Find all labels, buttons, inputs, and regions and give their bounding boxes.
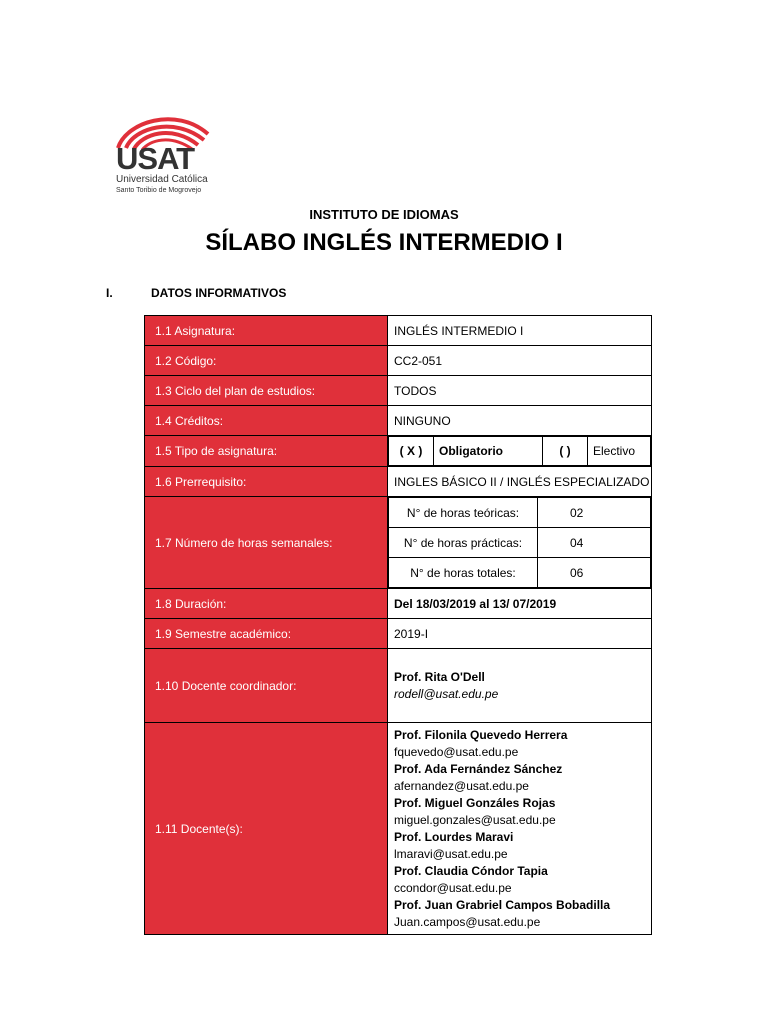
value-horas (388, 497, 652, 589)
value-creditos: NINGUNO (388, 406, 652, 436)
horas-practicas-label: N° de horas prácticas: (389, 528, 538, 558)
label-ciclo: 1.3 Ciclo del plan de estudios: (145, 376, 388, 406)
teacher-name: Prof. Filonila Quevedo Herrera (394, 727, 568, 742)
row-coordinador (145, 649, 652, 723)
value-semestre: 2019-I (388, 619, 652, 649)
horas-row (389, 498, 651, 528)
mark-obligatorio: ( X ) (389, 437, 434, 466)
value-ciclo: TODOS (388, 376, 652, 406)
value-prerrequisito: INGLES BÁSICO II / INGLÉS ESPECIALIZADO (388, 467, 652, 497)
teacher-name: Prof. Ada Fernández Sánchez (394, 761, 563, 776)
horas-table (388, 497, 651, 588)
teacher-email: afernandez@usat.edu.pe (394, 778, 529, 793)
teacher-email: miguel.gonzales@usat.edu.pe (394, 812, 556, 827)
value-tipo (388, 436, 652, 467)
coordinador-email: rodell@usat.edu.pe (394, 686, 499, 701)
row-docentes (145, 723, 652, 935)
row-creditos (145, 406, 652, 436)
section-number: I. (106, 286, 113, 300)
label-creditos: 1.4 Créditos: (145, 406, 388, 436)
horas-practicas-value: 04 (538, 528, 651, 558)
row-codigo (145, 346, 652, 376)
value-coordinador (388, 649, 652, 723)
label-semestre: 1.9 Semestre académico: (145, 619, 388, 649)
row-horas (145, 497, 652, 589)
institute-heading: INSTITUTO DE IDIOMAS (309, 207, 459, 222)
label-tipo: 1.5 Tipo de asignatura: (145, 436, 388, 467)
horas-row (389, 528, 651, 558)
teacher-email: fquevedo@usat.edu.pe (394, 744, 519, 759)
horas-totales-label: N° de horas totales: (389, 558, 538, 588)
duracion-prefix: Del (394, 596, 417, 611)
teacher-email: lmaravi@usat.edu.pe (394, 846, 508, 861)
value-docentes (388, 723, 652, 935)
info-table (144, 315, 652, 935)
label-asignatura: 1.1 Asignatura: (145, 316, 388, 346)
teacher-email: ccondor@usat.edu.pe (394, 880, 512, 895)
horas-totales-value: 06 (538, 558, 651, 588)
duracion-start: 18/03/2019 (416, 596, 477, 611)
value-codigo: CC2-051 (388, 346, 652, 376)
label-duracion: 1.8 Duración: (145, 589, 388, 619)
row-ciclo (145, 376, 652, 406)
label-codigo: 1.2 Código: (145, 346, 388, 376)
option-electivo: Electivo (588, 437, 651, 466)
value-duracion (388, 589, 652, 619)
mark-electivo: ( ) (543, 437, 588, 466)
label-horas: 1.7 Número de horas semanales: (145, 497, 388, 589)
logo-university: Universidad Católica (116, 174, 208, 185)
page-title: SÍLABO INGLÉS INTERMEDIO I (205, 229, 563, 256)
teacher-name: Prof. Juan Grabriel Campos Bobadilla (394, 897, 611, 912)
horas-teoricas-label: N° de horas teóricas: (389, 498, 538, 528)
teacher-name: Prof. Lourdes Maravi (394, 829, 514, 844)
row-semestre (145, 619, 652, 649)
coordinador-name: Prof. Rita O'Dell (394, 669, 485, 684)
duracion-mid: al (476, 596, 493, 611)
teacher-name: Prof. Claudia Cóndor Tapia (394, 863, 548, 878)
teacher-email: Juan.campos@usat.edu.pe (394, 914, 541, 929)
logo-brand: USAT (116, 141, 195, 176)
label-coordinador: 1.10 Docente coordinador: (145, 649, 388, 723)
teacher-name: Prof. Miguel Gonzáles Rojas (394, 795, 556, 810)
label-docentes: 1.11 Docente(s): (145, 723, 388, 935)
usat-logo (112, 108, 222, 194)
tipo-options (388, 436, 651, 466)
option-obligatorio: Obligatorio (434, 437, 543, 466)
horas-row (389, 558, 651, 588)
section-title: DATOS INFORMATIVOS (151, 286, 287, 300)
logo-subtitle: Santo Toribio de Mogrovejo (116, 187, 202, 194)
duracion-end: 13/ 07/2019 (492, 596, 557, 611)
row-asignatura (145, 316, 652, 346)
row-tipo (145, 436, 652, 467)
value-asignatura: INGLÉS INTERMEDIO I (388, 316, 652, 346)
label-prerrequisito: 1.6 Prerrequisito: (145, 467, 388, 497)
row-duracion (145, 589, 652, 619)
row-prerrequisito (145, 467, 652, 497)
horas-teoricas-value: 02 (538, 498, 651, 528)
